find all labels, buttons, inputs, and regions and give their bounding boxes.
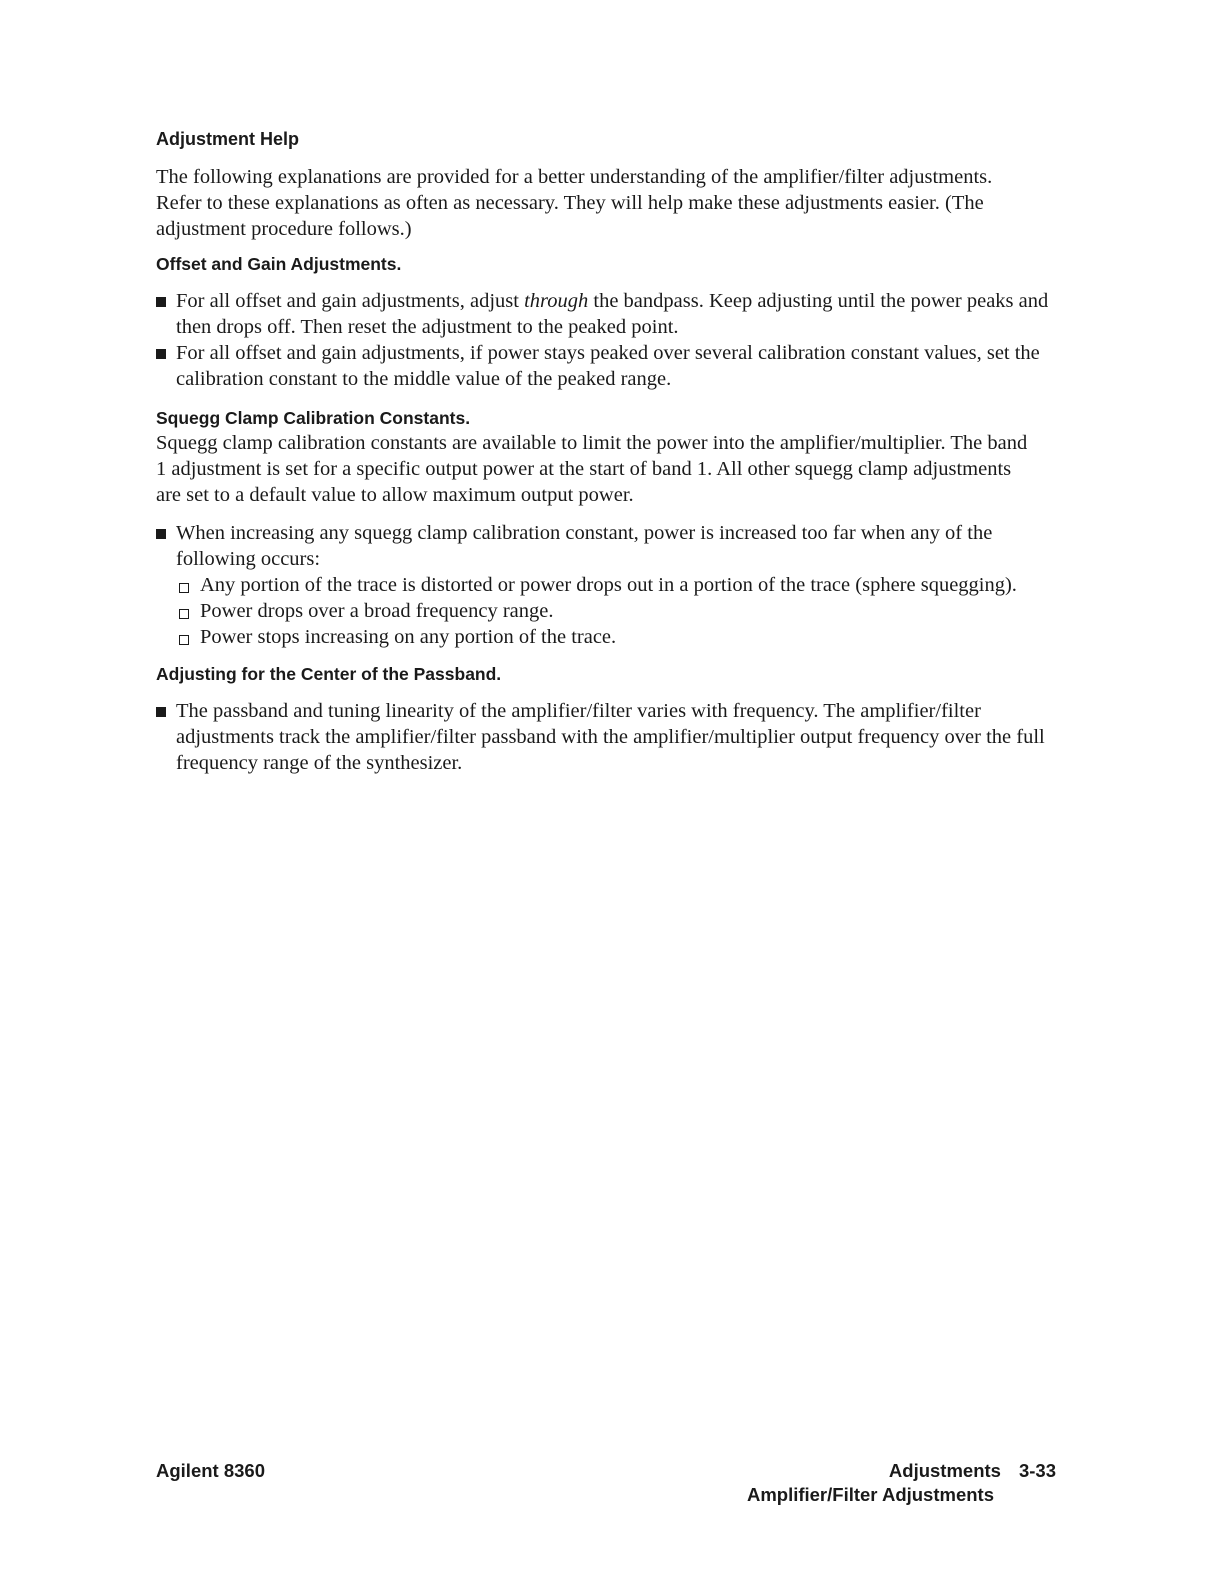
bullet-hollow-square-icon: [179, 635, 189, 645]
intro-paragraph: The following explanations are provided for a better understanding of the amplifier/filter adjustments. Refer to these explanations as often as necessary. They will help make these adjustments easier. (The adjustment procedure follows.): [156, 166, 993, 240]
list-item: [156, 340, 1061, 392]
bullet-square-icon: [156, 707, 166, 717]
offset-gain-bullet-1-emphasis: through: [524, 290, 589, 312]
offset-gain-bullet-1-post: the bandpass. Keep adjusting until the power peaks and then drops off. Then reset the adjustment to the peaked point.: [176, 290, 1049, 338]
offset-gain-list: [156, 288, 1061, 392]
bullet-square-icon: [156, 529, 166, 539]
list-item: [176, 624, 1061, 650]
page-heading: Adjustment Help: [156, 129, 300, 149]
squegg-bullet: When increasing any squegg clamp calibration constant, power is increased too far when any of the following occurs:: [176, 522, 993, 570]
bullet-hollow-square-icon: [179, 609, 189, 619]
list-item: [156, 520, 1061, 650]
squegg-paragraph: Squegg clamp calibration constants are available to limit the power into the amplifier/multiplier. The band 1 adjustment is set for a specific output power at the start of band 1. All other squegg clamp adjustments are set to a default value to allow maximum output power.: [156, 432, 1028, 506]
footer-section: Adjustments: [888, 1460, 1001, 1481]
list-item: [176, 572, 1061, 598]
offset-gain-bullet-1-pre: For all offset and gain adjustments, adjust: [176, 290, 525, 312]
list-item: [156, 288, 1061, 340]
footer-running-head: [747, 1460, 1056, 1506]
bullet-hollow-square-icon: [179, 583, 189, 593]
squegg-sub-item-3: Power stops increasing on any portion of the trace.: [200, 626, 617, 648]
squegg-sub-list: [176, 572, 1061, 650]
squegg-list: [156, 520, 1061, 650]
passband-list: [156, 698, 1061, 776]
squegg-sub-item-2: Power drops over a broad frequency range.: [200, 600, 554, 622]
footer-section-line: [747, 1460, 1056, 1482]
footer-subsection: Amplifier/Filter Adjustments: [746, 1484, 994, 1505]
list-item: [176, 598, 1061, 624]
squegg-title: Squegg Clamp Calibration Constants.: [156, 408, 471, 428]
footer-page-number: 3-33: [1018, 1460, 1056, 1481]
passband-title: Adjusting for the Center of the Passband.: [156, 664, 502, 684]
footer-product: Agilent 8360: [156, 1460, 265, 1481]
list-item: [156, 698, 1061, 776]
squegg-sub-item-1: Any portion of the trace is distorted or power drops out in a portion of the trace (sphere squegging).: [200, 574, 1017, 596]
offset-gain-title: Offset and Gain Adjustments.: [156, 254, 402, 274]
bullet-square-icon: [156, 297, 166, 307]
offset-gain-bullet-2: For all offset and gain adjustments, if power stays peaked over several calibration constant values, set the calibration constant to the middle value of the peaked range.: [176, 342, 1040, 390]
document-body: [156, 126, 1061, 776]
bullet-square-icon: [156, 349, 166, 359]
passband-bullet: The passband and tuning linearity of the amplifier/filter varies with frequency. The amplifier/filter adjustments track the amplifier/filter passband with the amplifier/multiplier output frequency over the full frequency range of the synthesizer.: [176, 700, 1045, 774]
